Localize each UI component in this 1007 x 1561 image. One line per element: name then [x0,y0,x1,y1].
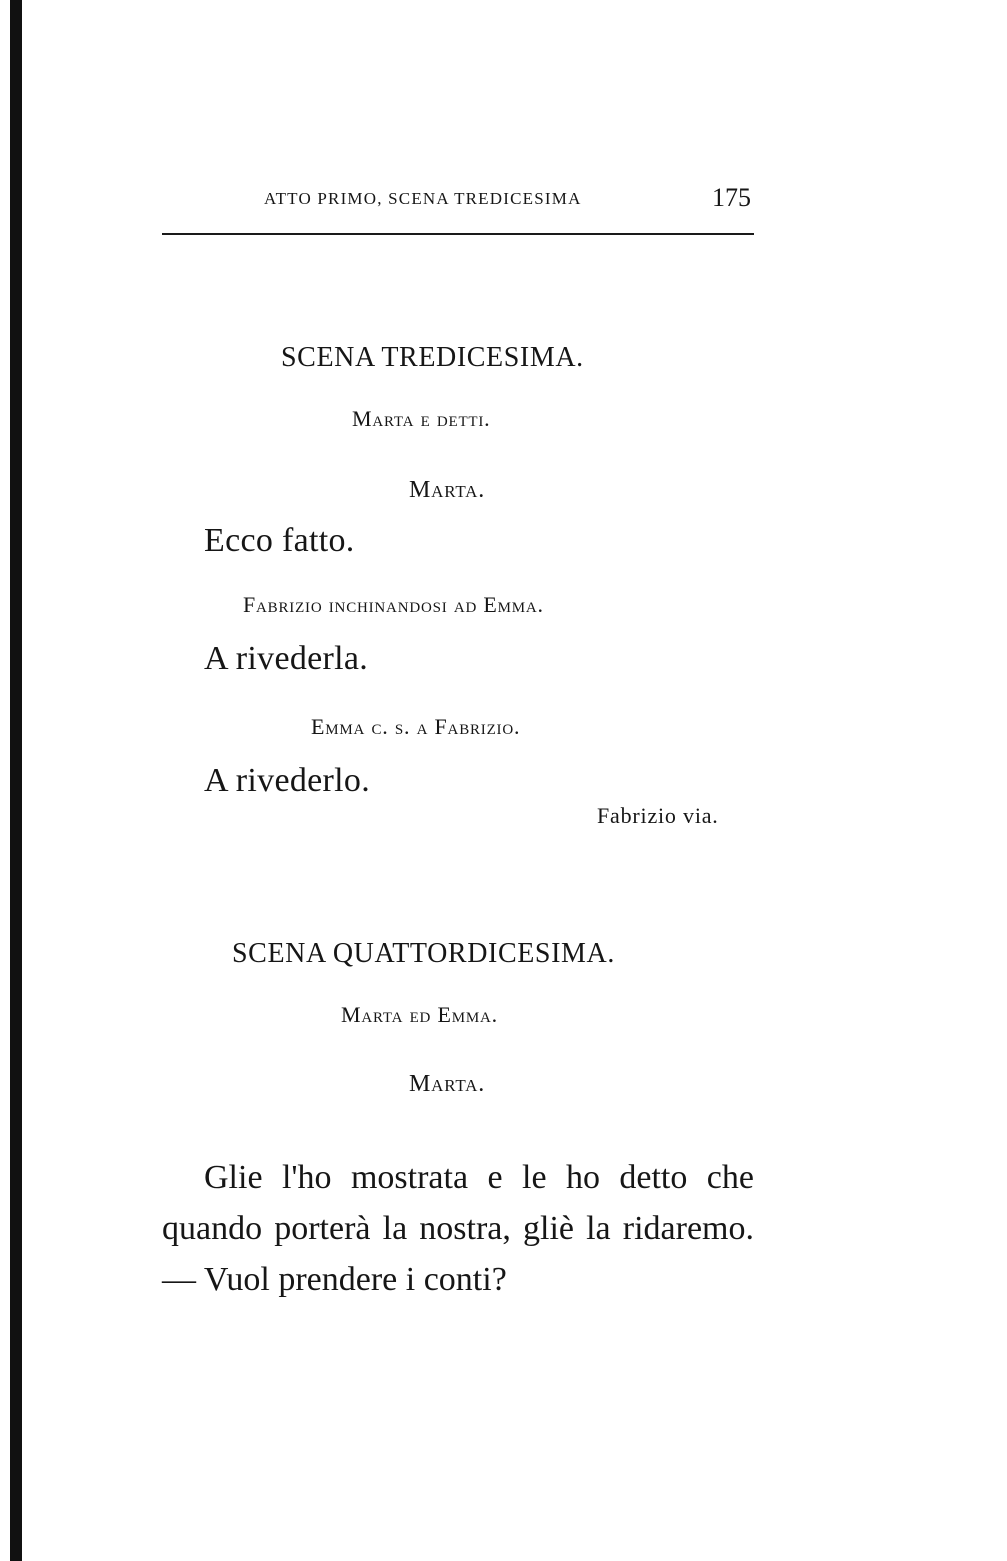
scene-characters-13: Marta e detti. [352,406,491,431]
speech-line: A rivederlo. [204,762,370,799]
speech-line: A rivederla. [204,640,369,677]
page-binding-edge [10,0,22,1561]
speech-line: Ecco fatto. [204,522,355,559]
header-rule [162,233,754,235]
speaker-marta: Marta. [409,477,486,503]
stage-direction: Fabrizio via. [597,803,719,828]
speech-paragraph: Glie l'ho mostrata e le ho detto che quando porterà la nostra, gliè la ridaremo. — Vuol prendere i conti? [162,1159,754,1298]
scene-title-14: SCENA QUATTORDICESIMA. [232,938,615,969]
speaker-emma: Emma c. s. a Fabrizio. [311,714,521,739]
speaker-fabrizio: Fabrizio inchinandosi ad Emma. [243,592,544,617]
scene-characters-14: Marta ed Emma. [341,1002,498,1027]
speaker-marta: Marta. [409,1071,486,1097]
scene-title-13: SCENA TREDICESIMA. [281,342,584,373]
page-number: 175 [712,183,751,212]
running-head: ATTO PRIMO, SCENA TREDICESIMA [264,189,582,208]
